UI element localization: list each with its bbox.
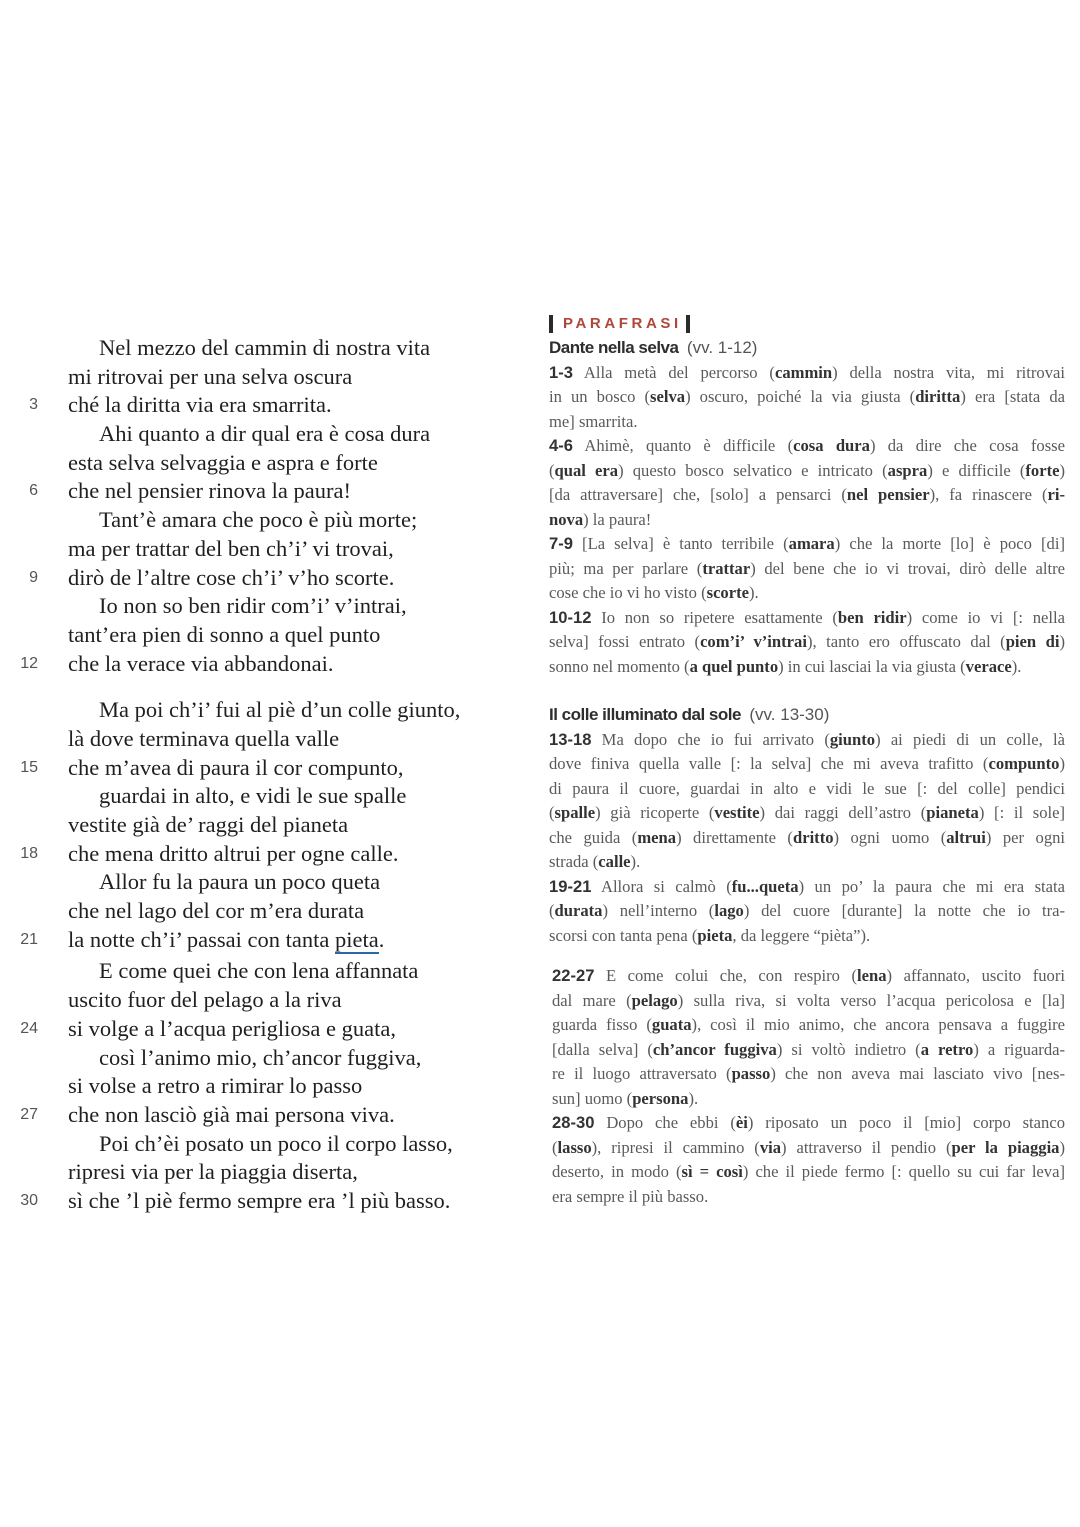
verse-text: che mena dritto altrui per ogne calle. [68, 840, 399, 866]
verse-text: la notte ch’i’ passai con tanta pieta. [68, 926, 385, 952]
glossed-term: lena [857, 966, 887, 985]
section-title: Il colle illuminato dal sole [549, 705, 741, 724]
verse-number: 21 [20, 930, 38, 948]
glossed-term: verace [965, 656, 1012, 676]
verse-text: Ahi quanto a dir qual era è cosa dura [99, 421, 431, 447]
paraphrase-line: cose che io vi ho visto (scorte). [549, 583, 759, 602]
verse-text: Tant’è amara che poco è più morte; [99, 507, 418, 533]
glossed-term: selva [650, 387, 686, 406]
verse-text: si volge a l’acqua perigliosa e guata, [68, 1015, 396, 1041]
glossed-term: vestite [714, 803, 760, 822]
paraphrase-line: dal mare (pelago) sulla riva, si volta verso l’acqua pericolosa e [la] [552, 990, 1065, 1010]
paraphrase-line: 1-3 Alla metà del percorso (cammin) della nostra vita, mi ritrovai [549, 362, 1065, 382]
glossed-term: nel pensier [846, 485, 930, 504]
paraphrase-block-2 [549, 728, 1065, 949]
paraphrase-line: sun] uomo (persona). [552, 1088, 699, 1108]
verse-line [0, 725, 500, 754]
verse-text: uscito fuor del pelago a la riva [68, 987, 342, 1013]
verse-range: 4-6 [549, 436, 573, 455]
verse-text: tant’era pien di sonno a quel punto [68, 621, 381, 647]
verse-line [0, 1101, 500, 1130]
glossed-term: trattar [702, 558, 751, 578]
verse-text: che nel lago del cor m’era durata [68, 898, 365, 924]
verse-text: Io non so ben ridir com’i’ v’intrai, [99, 593, 407, 619]
verse-range: 10-12 [549, 607, 592, 627]
paraphrase-column [549, 312, 1065, 1209]
verse-text: ché la diritta via era smarrita. [68, 392, 332, 418]
paraphrase-line: in un bosco (selva) oscuro, poiché la via giusta (diritta) era [stata da [549, 387, 1066, 406]
glossed-term: passo [731, 1064, 771, 1083]
paraphrase-line: (spalle) già ricoperte (vestite) dai raggi dell’astro (pianeta) [: il sole] [549, 803, 1065, 822]
paraphrase-line: [dalla selva] (ch’ancor fuggiva) si voltò indietro (a retro) a riguarda- [552, 1039, 1066, 1059]
glossed-term: pieta [697, 925, 733, 945]
paraphrase-line: guarda fisso (guata), così il mio animo, che ancora pensava a fuggire [552, 1015, 1065, 1034]
verse-line [0, 506, 500, 535]
glossed-term: per la piaggia [951, 1137, 1060, 1157]
glossed-term: cammin [774, 362, 833, 382]
paraphrase-line: che guida (mena) direttamente (dritto) ogni uomo (altrui) per ogni [549, 827, 1066, 847]
verse-line [0, 1044, 500, 1073]
glossed-term: nova [549, 509, 584, 529]
verse-text: che nel pensier rinova la paura! [68, 478, 351, 504]
verse-number: 3 [29, 396, 38, 414]
paraphrase-line: re il luogo attraversato (passo) che non aveva mai lasciato vivo [nes- [552, 1064, 1065, 1083]
verse-line [0, 1015, 500, 1044]
glossed-term: sì = così [681, 1162, 743, 1181]
glossed-term: pien di [1005, 632, 1060, 651]
verse-line [0, 449, 500, 478]
verse-line [0, 592, 500, 621]
verse-line [0, 621, 500, 650]
verse-line [0, 1158, 500, 1187]
glossed-term: aspra [887, 460, 928, 480]
glossed-term: com’i’ v’intrai [700, 632, 807, 651]
section-heading-1 [549, 336, 1065, 361]
verse-line [0, 564, 500, 593]
verse-text: che non lasciò già mai persona viva. [68, 1101, 395, 1127]
verse-line [0, 811, 500, 840]
verse-text: così l’animo mio, ch’ancor fuggiva, [99, 1044, 422, 1070]
glossed-term: durata [554, 901, 603, 920]
glossed-term: a retro [920, 1039, 974, 1059]
verse-line [0, 650, 500, 679]
paraphrase-line: era sempre il più basso. [552, 1186, 709, 1206]
verse-range: 7-9 [549, 534, 573, 553]
paraphrase-block-1 [549, 361, 1065, 680]
paraphrase-line: (lasso), ripresi il cammino (via) attraverso il pendio (per la piaggia) [552, 1137, 1066, 1157]
glossed-term: forte [1025, 460, 1060, 480]
verse-text: guardai in alto, e vidi le sue spalle [99, 783, 407, 809]
glossed-term: dritto [792, 827, 834, 847]
paraphrase-line: 7-9 [La selva] è tanto terribile (amara) che la morte [lo] è poco [di] [549, 534, 1065, 553]
glossed-term: altrui [946, 827, 986, 847]
verse-line [0, 696, 500, 725]
verse-range: 1-3 [549, 362, 573, 382]
verse-text: dirò de l’altre cose ch’i’ v’ho scorte. [68, 564, 395, 590]
stanza-group-3 [0, 957, 500, 1215]
glossed-term: lago [714, 901, 744, 920]
verse-text: ripresi via per la piaggia diserta, [68, 1159, 358, 1185]
paraphrase-block-3 [549, 964, 1065, 1209]
verse-range: 13-18 [549, 729, 592, 749]
verse-line [0, 868, 500, 897]
glossed-term: via [759, 1137, 782, 1157]
glossed-term: spalle [554, 803, 596, 822]
section-verses: (vv. 13-30) [749, 705, 830, 724]
paraphrase-line: sonno nel momento (a quel punto) in cui lasciai la via giusta (verace). [549, 656, 1022, 676]
glossed-term: ch’ancor fuggiva [652, 1039, 777, 1059]
verse-number: 15 [20, 758, 38, 776]
glossed-term: ri- [1047, 485, 1065, 504]
paraphrase-line: deserto, in modo (sì = così) che il piede fermo [: quello su cui far leva] [552, 1162, 1065, 1181]
verse-text: sì che ’l piè fermo sempre era ’l più basso. [68, 1187, 451, 1213]
verse-line [0, 926, 500, 955]
paraphrase-line: (qual era) questo bosco selvatico e intricato (aspra) e difficile (forte) [549, 460, 1065, 480]
glossed-term: guata [651, 1015, 692, 1034]
verse-text: E come quei che con lena affannata [99, 958, 419, 984]
paraphrase-line: 28-30 Dopo che ebbi (èi) riposato un poco il [mio] corpo stanco [552, 1113, 1065, 1132]
paraphrase-line: più; ma per parlare (trattar) del bene che io vi trovai, dirò delle altre [549, 558, 1066, 578]
verse-line [0, 754, 500, 783]
verse-number: 24 [20, 1019, 38, 1037]
verse-line [0, 986, 500, 1015]
paraphrase-header [549, 312, 1065, 336]
paraphrase-line: 19-21 Allora si calmò (fu...queta) un po’ la paura che mi era stata [549, 876, 1065, 896]
glossed-term: giunto [829, 729, 876, 749]
glossed-term: cosa dura [793, 436, 870, 455]
glossed-term: compunto [988, 754, 1060, 773]
verse-line [0, 363, 500, 392]
verse-line [0, 535, 500, 564]
glossed-term: qual era [554, 460, 619, 480]
verse-line [0, 782, 500, 811]
stanza-group-2 [0, 696, 500, 954]
verse-line [0, 897, 500, 926]
verse-number: 30 [20, 1191, 38, 1209]
verse-text: si volse a retro a rimirar lo passo [68, 1073, 363, 1099]
verse-range: 19-21 [549, 876, 592, 896]
verse-text: Ma poi ch’i’ fui al piè d’un colle giunto, [99, 697, 461, 723]
verse-line [0, 1072, 500, 1101]
verse-text: Nel mezzo del cammin di nostra vita [99, 335, 431, 360]
glossed-term: calle [598, 852, 631, 871]
poem-text [0, 334, 500, 1216]
verse-line [0, 477, 500, 506]
section-title: Dante nella selva [549, 338, 679, 357]
paraphrase-line: 13-18 Ma dopo che io fui arrivato (giunto) ai piedi di un colle, là [549, 729, 1065, 749]
verse-text: esta selva selvaggia e aspra e forte [68, 449, 378, 475]
verse-number: 6 [29, 482, 38, 500]
paraphrase-line: di paura il cuore, guardai in alto e vidi le sue [: del colle] pendici [549, 778, 1065, 798]
paraphrase-title: PARAFRASI [563, 315, 682, 332]
glossed-term: pelago [631, 990, 678, 1010]
paraphrase-line: (durata) nell’interno (lago) del cuore [durante] la notte che io tra- [549, 901, 1065, 920]
verse-text: Allor fu la paura un poco queta [99, 869, 381, 895]
verse-line [0, 1187, 500, 1216]
verse-number: 12 [20, 654, 38, 672]
paraphrase-line: strada (calle). [549, 852, 641, 871]
verse-number: 27 [20, 1105, 38, 1123]
title-bar-left [549, 315, 553, 333]
glossed-term: amara [788, 534, 835, 553]
verse-range: 28-30 [552, 1113, 595, 1132]
section-verses: (vv. 1-12) [686, 338, 758, 357]
verse-text: che m’avea di paura il cor compunto, [68, 754, 404, 780]
verse-line [0, 840, 500, 869]
verse-line [0, 420, 500, 449]
verse-text: che la verace via abbandonai. [68, 650, 334, 676]
glossed-term: èi [735, 1113, 748, 1132]
verse-text: ma per trattar del ben ch’i’ vi trovai, [68, 535, 394, 561]
verse-text: là dove terminava quella valle [68, 725, 340, 751]
verse-line [0, 334, 500, 363]
glossed-term: pianeta [926, 803, 979, 822]
glossed-term: lasso [557, 1137, 592, 1157]
glossed-term: a quel punto [689, 656, 779, 676]
paraphrase-line: scorsi con tanta pena (pieta, da leggere “pièta”). [549, 925, 871, 945]
stanza-group-1 [0, 334, 500, 678]
paraphrase-line: [da attraversare] che, [solo] a pensarci (nel pensier), fa rinascere (ri- [549, 485, 1065, 504]
verse-text: vestite già de’ raggi del pianeta [68, 812, 349, 837]
title-bar-right [686, 315, 690, 333]
paraphrase-line: dove finiva quella valle [: la selva] che mi aveva trafitto (compunto) [549, 754, 1065, 773]
paraphrase-line: selva] fossi entrato (com’i’ v’intrai), tanto ero offuscato dal (pien di) [549, 632, 1066, 651]
glossed-term: scorte [706, 583, 749, 602]
paraphrase-line: 4-6 Ahimè, quanto è difficile (cosa dura) da dire che cosa fosse [549, 436, 1065, 455]
section-heading-2 [549, 703, 1065, 728]
verse-text: Poi ch’èi posato un poco il corpo lasso, [99, 1130, 453, 1156]
verse-number: 18 [20, 844, 38, 862]
underlined-word: pieta [334, 926, 379, 952]
glossed-term: mena [637, 827, 677, 847]
verse-line [0, 957, 500, 986]
paraphrase-line: 10-12 Io non so ripetere esattamente (ben ridir) come io vi [: nella [549, 607, 1065, 627]
glossed-term: diritta [915, 387, 961, 406]
verse-number: 9 [29, 568, 38, 586]
paraphrase-line: nova) la paura! [549, 509, 652, 529]
glossed-term: ben ridir [837, 607, 907, 627]
verse-text: mi ritrovai per una selva oscura [68, 363, 353, 389]
glossed-term: persona [632, 1088, 689, 1108]
verse-line [0, 1130, 500, 1159]
glossed-term: fu...queta [731, 876, 799, 896]
paraphrase-line: me] smarrita. [549, 411, 638, 431]
paraphrase-line: 22-27 E come colui che, con respiro (lena) affannato, uscito fuori [552, 966, 1065, 985]
verse-line [0, 391, 500, 420]
verse-range: 22-27 [552, 966, 595, 985]
